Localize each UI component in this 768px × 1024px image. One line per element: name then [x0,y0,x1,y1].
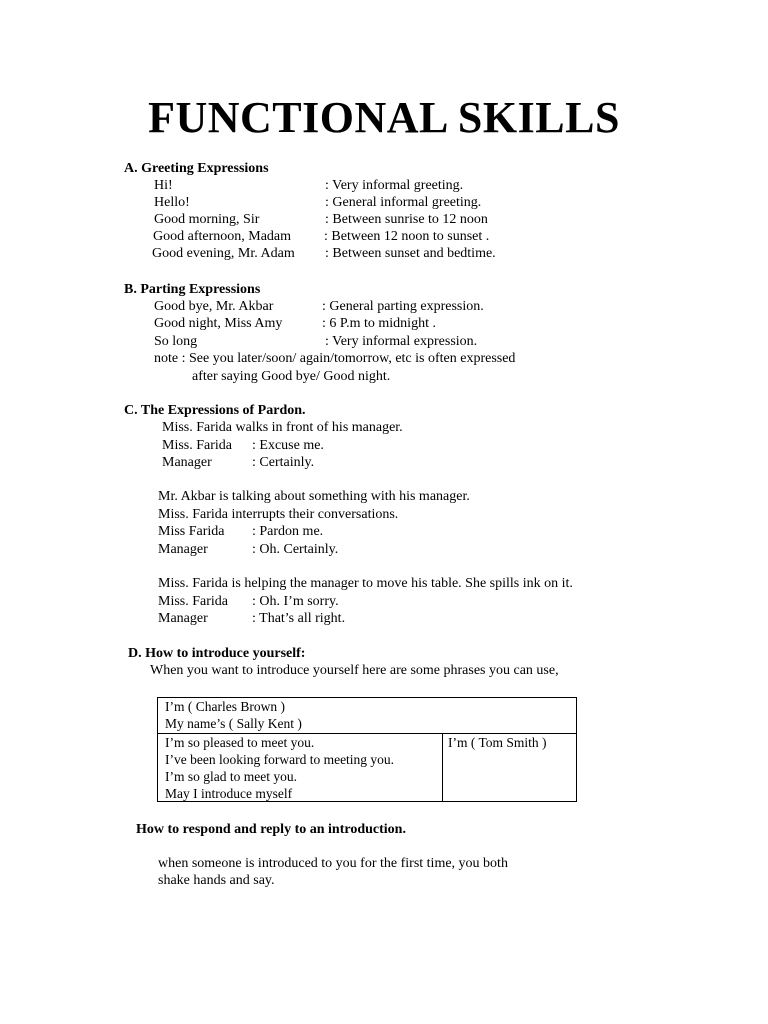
table-cell: May I introduce myself [165,786,293,801]
section-e-text: when someone is introduced to you for the first time, you both [158,856,508,871]
table-cell: I’ve been looking forward to meeting you. [165,752,395,767]
section-e-text: shake hands and say. [158,873,275,888]
section-d-intro: When you want to introduce yourself here are some phrases you can use, [150,663,559,678]
table-cell: I’m so glad to meet you. [165,769,297,784]
greeting-meaning: : Between 12 noon to sunset . [324,229,490,244]
parting-phrase: Good bye, Mr. Akbar [154,299,274,314]
greeting-meaning: : Between sunrise to 12 noon [325,212,488,227]
section-d-heading: D. How to introduce yourself: [128,646,306,661]
page-title: FUNCTIONAL SKILLS [148,93,620,142]
table-cell: My name’s ( Sally Kent ) [165,716,302,731]
dialogue-speaker: Miss. Farida [158,594,228,609]
greeting-phrase: Hi! [154,178,173,193]
dialogue-speaker: Miss Farida [158,524,225,539]
parting-phrase: Good night, Miss Amy [154,316,283,331]
dialogue-speaker: Miss. Farida [162,438,232,453]
greeting-phrase: Good morning, Sir [154,212,260,227]
section-c-heading: C. The Expressions of Pardon. [124,403,306,418]
table-cell: I’m so pleased to meet you. [165,735,315,750]
parting-meaning: : 6 P.m to midnight . [322,316,436,331]
parting-meaning: : General parting expression. [322,299,484,314]
greeting-phrase: Hello! [154,195,190,210]
section-b-heading: B. Parting Expressions [124,282,261,297]
table-column-divider [442,733,443,801]
dialogue-text: : Pardon me. [252,524,324,539]
dialogue-speaker: Manager [158,542,208,557]
greeting-meaning: : Very informal greeting. [325,178,464,193]
section-a-heading: A. Greeting Expressions [124,161,269,176]
scene-intro: Miss. Farida is helping the manager to move his table. She spills ink on it. [158,576,573,591]
scene-intro: Miss. Farida interrupts their conversations. [158,507,399,522]
parting-meaning: : Very informal expression. [325,334,478,349]
dialogue-text: : Excuse me. [252,438,324,453]
parting-note-continued: after saying Good bye/ Good night. [192,369,391,384]
greeting-meaning: : Between sunset and bedtime. [325,246,496,261]
greeting-phrase: Good afternoon, Madam [153,229,292,244]
parting-note: note : See you later/soon/ again/tomorrow, etc is often expressed [154,351,516,366]
table-cell: I’m ( Tom Smith ) [448,735,547,750]
dialogue-text: : Oh. Certainly. [252,542,339,557]
scene-intro: Mr. Akbar is talking about something with his manager. [158,489,470,504]
dialogue-text: : Oh. I’m sorry. [252,594,339,609]
section-e-heading: How to respond and reply to an introduction. [136,822,406,837]
greeting-meaning: : General informal greeting. [325,195,482,210]
dialogue-speaker: Manager [158,611,208,626]
dialogue-text: : That’s all right. [252,611,346,626]
scene-intro: Miss. Farida walks in front of his manager. [162,420,403,435]
parting-phrase: So long [154,334,198,349]
dialogue-speaker: Manager [162,455,212,470]
dialogue-text: : Certainly. [252,455,315,470]
greeting-phrase: Good evening, Mr. Adam [152,246,295,261]
table-cell: I’m ( Charles Brown ) [165,699,285,714]
introduction-phrases-table [157,697,577,802]
